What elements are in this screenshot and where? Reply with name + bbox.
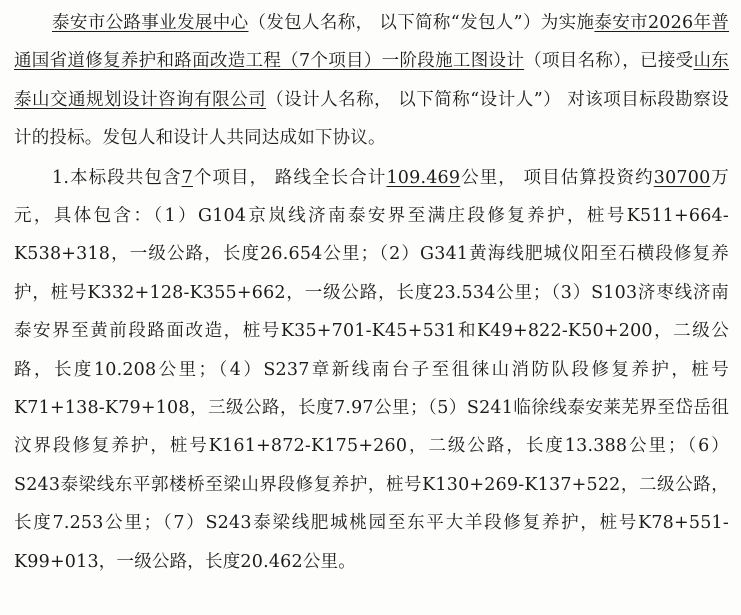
clause-1-paragraph <box>14 159 729 581</box>
designer-name: 山东泰山交通规划设计咨询有限公司 <box>14 51 730 110</box>
project-name: 泰安市2026年普通国省道修复养护和路面改造工程（7个项目）一阶段施工图设计 <box>14 13 730 72</box>
intro-text-1: （发包人名称， 以下简称“发包人”）为实施 <box>248 13 595 33</box>
intro-text-3: （设计人名称， 以下简称“设计人”） 对该项目标段勘察设计的投标。发包人和设计人共同达成如下协议。 <box>14 89 729 149</box>
employer-name: 泰安市公路事业发展中心 <box>52 13 249 33</box>
clause-1-text-1: 1.本标段共包含 <box>52 167 182 188</box>
total-length: 109.469 <box>386 167 461 188</box>
clause-1-text-3: 公里， 项目估算投资约 <box>460 167 654 188</box>
clause-1-text-2: 个项目， 路线全长合计 <box>192 167 387 188</box>
intro-text-2: （项目名称），已接受 <box>524 51 694 72</box>
project-count: 7 <box>181 167 193 188</box>
clause-1-text-4: 万元，具体包含：（1）G104京岚线济南泰安界至满庄段修复养护，桩号K511+664-K538+318，一级公路，长度26.654公里；（2）G341黄海线肥城仪阳至石横段修复养护，桩号K332+128-K355+662，一级公路，长度23.534公里；（3）S103济枣线济南泰安界至黄前段路面改造，桩号K35+701-K45+531和K49+822-K50+200，二级公路，长度10.208公里；（4）S237章新线南台子至徂徕山消防队段修复养护，桩号K71+138-K79+108，三级公路，长度7.97公里；（5）S241临徐线泰安莱芜界至岱岳徂汶界段修复养护，桩号K161+872-K175+260，二级公路，长度13.388公里；（6）S243泰梁线东平郭楼桥至梁山界段修复养护，桩号K130+269-K137+522，二级公路，长度7.253公里；（7）S243泰梁线肥城桃园至东平大羊段修复养护，桩号K78+551-K99+013，一级公路，长度20.462公里。 <box>14 167 730 572</box>
intro-paragraph <box>14 4 729 158</box>
investment-amount: 30700 <box>653 167 711 188</box>
